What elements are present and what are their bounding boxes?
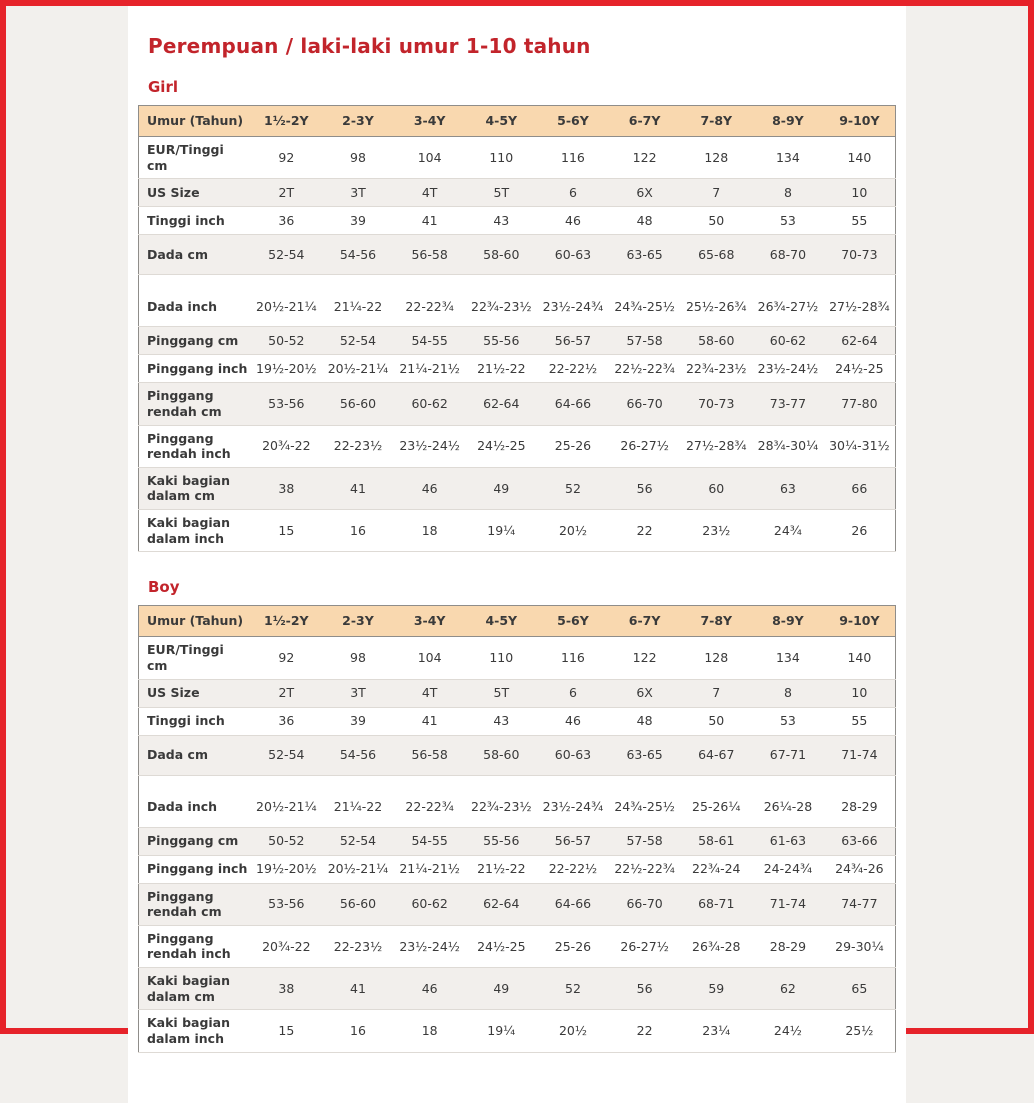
table-row (139, 467, 896, 509)
table-cell: 64-66 (537, 883, 609, 925)
table-cell: 134 (752, 637, 824, 679)
table-cell: 20½-21¼ (251, 275, 323, 327)
table-row (139, 827, 896, 855)
table-cell: 24½ (752, 1010, 824, 1052)
table-cell: 24¾-26 (824, 855, 896, 883)
table-row (139, 137, 896, 179)
table-cell: 122 (609, 137, 681, 179)
table-header-cell: 4-5Y (465, 106, 537, 137)
page-title: Perempuan / laki-laki umur 1-10 tahun (148, 34, 591, 58)
table-row (139, 855, 896, 883)
table-cell: 53-56 (251, 383, 323, 425)
table-cell: 24½-25 (465, 925, 537, 967)
table-header-cell: 2-3Y (322, 606, 394, 637)
row-label-cell: Pinggang inch (139, 855, 251, 883)
row-label-cell: EUR/Tinggi cm (139, 137, 251, 179)
row-label-cell: Dada cm (139, 735, 251, 775)
table-row (139, 383, 896, 425)
table-cell: 22-22½ (537, 355, 609, 383)
table-cell: 71-74 (824, 735, 896, 775)
table-cell: 20½ (537, 510, 609, 552)
table-cell: 54-55 (394, 827, 466, 855)
table-cell: 7 (680, 179, 752, 207)
row-label-cell: Kaki bagian dalam inch (139, 510, 251, 552)
table-header-cell: 1½-2Y (251, 606, 323, 637)
table-cell: 24½-25 (465, 425, 537, 467)
row-label-cell: Dada inch (139, 275, 251, 327)
table-cell: 54-55 (394, 327, 466, 355)
table-cell: 49 (465, 467, 537, 509)
table-cell: 77-80 (824, 383, 896, 425)
table-cell: 7 (680, 679, 752, 707)
table-cell: 22½-22¾ (609, 355, 681, 383)
table-cell: 3T (322, 679, 394, 707)
table-cell: 98 (322, 637, 394, 679)
table-cell: 53 (752, 207, 824, 235)
table-cell: 23½-24½ (752, 355, 824, 383)
table-cell: 48 (609, 207, 681, 235)
table-cell: 58-60 (680, 327, 752, 355)
table-cell: 21½-22 (465, 355, 537, 383)
table-row (139, 355, 896, 383)
section-heading-girl: Girl (148, 78, 178, 96)
table-cell: 20½-21¼ (251, 775, 323, 827)
table-cell: 54-56 (322, 235, 394, 275)
table-cell: 104 (394, 137, 466, 179)
table-cell: 65-68 (680, 235, 752, 275)
table-cell: 66-70 (609, 383, 681, 425)
table-cell: 26¾-28 (680, 925, 752, 967)
row-label-cell: Pinggang cm (139, 327, 251, 355)
table-cell: 71-74 (752, 883, 824, 925)
table-cell: 18 (394, 1010, 466, 1052)
table-cell: 50 (680, 207, 752, 235)
table-header-cell: 1½-2Y (251, 106, 323, 137)
table-cell: 18 (394, 510, 466, 552)
table-cell: 22-23½ (322, 925, 394, 967)
table-cell: 60-62 (394, 883, 466, 925)
table-cell: 5T (465, 179, 537, 207)
table-cell: 62-64 (824, 327, 896, 355)
table-header-cell: 5-6Y (537, 606, 609, 637)
table-cell: 64-66 (537, 383, 609, 425)
table-cell: 28¾-30¼ (752, 425, 824, 467)
table-cell: 23½-24¾ (537, 775, 609, 827)
table-cell: 38 (251, 968, 323, 1010)
table-cell: 53 (752, 707, 824, 735)
header-row (139, 606, 896, 637)
table-cell: 22¾-24 (680, 855, 752, 883)
row-label-cell: Dada inch (139, 775, 251, 827)
table-cell: 22½-22¾ (609, 855, 681, 883)
table-cell: 10 (824, 679, 896, 707)
table-cell: 46 (537, 707, 609, 735)
row-label-cell: Pinggang rendah cm (139, 383, 251, 425)
table-row (139, 327, 896, 355)
table-cell: 4T (394, 679, 466, 707)
table-cell: 52-54 (322, 827, 394, 855)
table-cell: 98 (322, 137, 394, 179)
table-row (139, 735, 896, 775)
row-label-cell: Tinggi inch (139, 707, 251, 735)
table-cell: 24¾-25½ (609, 775, 681, 827)
table-cell: 56-57 (537, 327, 609, 355)
table-cell: 70-73 (824, 235, 896, 275)
table-cell: 60-63 (537, 235, 609, 275)
table-cell: 2T (251, 179, 323, 207)
table-row (139, 679, 896, 707)
table-cell: 74-77 (824, 883, 896, 925)
table-cell: 52 (537, 467, 609, 509)
table-cell: 36 (251, 207, 323, 235)
table-cell: 128 (680, 637, 752, 679)
row-label-cell: US Size (139, 679, 251, 707)
table-cell: 92 (251, 137, 323, 179)
table-cell: 21½-22 (465, 855, 537, 883)
table-cell: 140 (824, 637, 896, 679)
table-cell: 19¼ (465, 1010, 537, 1052)
table-cell: 24¾-25½ (609, 275, 681, 327)
table-header-cell: 8-9Y (752, 606, 824, 637)
table-cell: 62-64 (465, 383, 537, 425)
row-label-cell: Tinggi inch (139, 207, 251, 235)
table-cell: 23½-24½ (394, 425, 466, 467)
table-cell: 134 (752, 137, 824, 179)
table-cell: 55 (824, 707, 896, 735)
table-cell: 16 (322, 510, 394, 552)
table-cell: 8 (752, 179, 824, 207)
table-cell: 41 (394, 707, 466, 735)
table-cell: 73-77 (752, 383, 824, 425)
table-cell: 70-73 (680, 383, 752, 425)
table-cell: 55-56 (465, 327, 537, 355)
table-cell: 28-29 (824, 775, 896, 827)
table-cell: 15 (251, 1010, 323, 1052)
table-cell: 61-63 (752, 827, 824, 855)
table-cell: 110 (465, 137, 537, 179)
table-cell: 22¾-23½ (465, 275, 537, 327)
table-cell: 68-71 (680, 883, 752, 925)
table-cell: 20½-21¼ (322, 355, 394, 383)
table-row (139, 968, 896, 1010)
table-cell: 3T (322, 179, 394, 207)
table-cell: 92 (251, 637, 323, 679)
table-cell: 50-52 (251, 327, 323, 355)
table-header-cell: 2-3Y (322, 106, 394, 137)
table-cell: 27½-28¾ (680, 425, 752, 467)
table-cell: 62-64 (465, 883, 537, 925)
table-cell: 22-22¾ (394, 275, 466, 327)
table-cell: 55-56 (465, 827, 537, 855)
table-cell: 26-27½ (609, 925, 681, 967)
table-cell: 56-60 (322, 883, 394, 925)
table-cell: 50 (680, 707, 752, 735)
table-cell: 19½-20½ (251, 855, 323, 883)
table-cell: 22-22½ (537, 855, 609, 883)
table-cell: 110 (465, 637, 537, 679)
table-cell: 56 (609, 968, 681, 1010)
table-cell: 4T (394, 179, 466, 207)
table-cell: 54-56 (322, 735, 394, 775)
table-cell: 58-60 (465, 235, 537, 275)
table-cell: 66 (824, 467, 896, 509)
table-row (139, 707, 896, 735)
table-row (139, 883, 896, 925)
table-cell: 20½ (537, 1010, 609, 1052)
table-cell: 104 (394, 637, 466, 679)
table-cell: 63-65 (609, 235, 681, 275)
table-cell: 52-54 (322, 327, 394, 355)
table-cell: 15 (251, 510, 323, 552)
table-cell: 38 (251, 467, 323, 509)
table-header-cell: 5-6Y (537, 106, 609, 137)
table-cell: 116 (537, 637, 609, 679)
table-cell: 41 (394, 207, 466, 235)
table-cell: 41 (322, 467, 394, 509)
table-cell: 19½-20½ (251, 355, 323, 383)
table-row (139, 207, 896, 235)
table-row (139, 637, 896, 679)
table-cell: 10 (824, 179, 896, 207)
table-cell: 25-26 (537, 425, 609, 467)
row-label-cell: Kaki bagian dalam cm (139, 968, 251, 1010)
row-label-cell: Pinggang rendah inch (139, 425, 251, 467)
size-table-boy (138, 605, 896, 1052)
table-row (139, 179, 896, 207)
row-label-cell: US Size (139, 179, 251, 207)
row-label-cell: Kaki bagian dalam inch (139, 1010, 251, 1052)
table-cell: 62 (752, 968, 824, 1010)
table-cell: 50-52 (251, 827, 323, 855)
table-cell: 22-22¾ (394, 775, 466, 827)
table-row (139, 235, 896, 275)
table-cell: 30¼-31½ (824, 425, 896, 467)
row-label-cell: Dada cm (139, 235, 251, 275)
table-cell: 57-58 (609, 827, 681, 855)
table-header-cell: 3-4Y (394, 106, 466, 137)
table-cell: 68-70 (752, 235, 824, 275)
table-cell: 20½-21¼ (322, 855, 394, 883)
table-cell: 22¾-23½ (680, 355, 752, 383)
table-cell: 25½-26¾ (680, 275, 752, 327)
table-cell: 116 (537, 137, 609, 179)
table-cell: 39 (322, 207, 394, 235)
table-cell: 5T (465, 679, 537, 707)
table-row (139, 925, 896, 967)
table-cell: 49 (465, 968, 537, 1010)
table-row (139, 275, 896, 327)
table-cell: 21¼-22 (322, 775, 394, 827)
table-cell: 43 (465, 707, 537, 735)
row-label-cell: Pinggang rendah inch (139, 925, 251, 967)
row-label-cell: Pinggang cm (139, 827, 251, 855)
table-cell: 63-66 (824, 827, 896, 855)
section-heading-boy: Boy (148, 578, 180, 597)
row-label-cell: EUR/Tinggi cm (139, 637, 251, 679)
table-cell: 22 (609, 1010, 681, 1052)
table-cell: 63-65 (609, 735, 681, 775)
table-cell: 66-70 (609, 883, 681, 925)
table-cell: 48 (609, 707, 681, 735)
table-cell: 24¾ (752, 510, 824, 552)
table-row (139, 510, 896, 552)
row-label-cell: Kaki bagian dalam cm (139, 467, 251, 509)
table-cell: 21¼-21½ (394, 355, 466, 383)
table-cell: 64-67 (680, 735, 752, 775)
table-cell: 25-26¼ (680, 775, 752, 827)
table-cell: 46 (394, 968, 466, 1010)
table-cell: 36 (251, 707, 323, 735)
table-cell: 6 (537, 679, 609, 707)
table-cell: 22 (609, 510, 681, 552)
table-cell: 23¼ (680, 1010, 752, 1052)
table-cell: 24½-25 (824, 355, 896, 383)
row-label-cell: Pinggang rendah cm (139, 883, 251, 925)
table-cell: 52 (537, 968, 609, 1010)
table-cell: 22¾-23½ (465, 775, 537, 827)
table-cell: 128 (680, 137, 752, 179)
table-cell: 46 (394, 467, 466, 509)
table-cell: 63 (752, 467, 824, 509)
table-cell: 2T (251, 679, 323, 707)
table-row (139, 1010, 896, 1052)
table-cell: 25½ (824, 1010, 896, 1052)
table-cell: 20¾-22 (251, 425, 323, 467)
header-label-cell: Umur (Tahun) (139, 606, 251, 637)
table-cell: 46 (537, 207, 609, 235)
table-cell: 52-54 (251, 235, 323, 275)
table-cell: 25-26 (537, 925, 609, 967)
size-tables-container (138, 78, 896, 1053)
table-cell: 52-54 (251, 735, 323, 775)
header-label-cell: Umur (Tahun) (139, 106, 251, 137)
table-header-cell: 7-8Y (680, 106, 752, 137)
table-header-cell: 9-10Y (824, 106, 896, 137)
table-cell: 16 (322, 1010, 394, 1052)
table-cell: 21¼-21½ (394, 855, 466, 883)
table-cell: 56-58 (394, 735, 466, 775)
table-header-cell: 3-4Y (394, 606, 466, 637)
table-cell: 22-23½ (322, 425, 394, 467)
table-cell: 60-63 (537, 735, 609, 775)
table-cell: 26¾-27½ (752, 275, 824, 327)
table-header-cell: 4-5Y (465, 606, 537, 637)
table-header-cell: 6-7Y (609, 106, 681, 137)
table-cell: 56-60 (322, 383, 394, 425)
header-row (139, 106, 896, 137)
table-cell: 57-58 (609, 327, 681, 355)
table-cell: 122 (609, 637, 681, 679)
table-cell: 60-62 (394, 383, 466, 425)
table-cell: 56-58 (394, 235, 466, 275)
table-header-cell: 9-10Y (824, 606, 896, 637)
table-cell: 60-62 (752, 327, 824, 355)
table-header-cell: 6-7Y (609, 606, 681, 637)
table-cell: 23½ (680, 510, 752, 552)
table-cell: 55 (824, 207, 896, 235)
table-cell: 29-30¼ (824, 925, 896, 967)
table-row (139, 775, 896, 827)
content-area (128, 6, 906, 1103)
table-cell: 56 (609, 467, 681, 509)
table-cell: 23½-24½ (394, 925, 466, 967)
table-cell: 60 (680, 467, 752, 509)
table-cell: 67-71 (752, 735, 824, 775)
table-cell: 43 (465, 207, 537, 235)
table-cell: 20¾-22 (251, 925, 323, 967)
table-cell: 140 (824, 137, 896, 179)
table-cell: 26-27½ (609, 425, 681, 467)
table-cell: 27½-28¾ (824, 275, 896, 327)
table-cell: 39 (322, 707, 394, 735)
table-cell: 23½-24¾ (537, 275, 609, 327)
table-cell: 24-24¾ (752, 855, 824, 883)
table-cell: 28-29 (752, 925, 824, 967)
table-header-cell: 7-8Y (680, 606, 752, 637)
table-cell: 6X (609, 679, 681, 707)
table-cell: 41 (322, 968, 394, 1010)
table-cell: 53-56 (251, 883, 323, 925)
table-cell: 6X (609, 179, 681, 207)
table-cell: 8 (752, 679, 824, 707)
table-cell: 19¼ (465, 510, 537, 552)
table-cell: 6 (537, 179, 609, 207)
table-cell: 65 (824, 968, 896, 1010)
size-table-girl (138, 105, 896, 552)
table-cell: 59 (680, 968, 752, 1010)
table-cell: 56-57 (537, 827, 609, 855)
table-cell: 21¼-22 (322, 275, 394, 327)
table-cell: 58-60 (465, 735, 537, 775)
table-cell: 58-61 (680, 827, 752, 855)
table-row (139, 425, 896, 467)
row-label-cell: Pinggang inch (139, 355, 251, 383)
table-cell: 26 (824, 510, 896, 552)
table-cell: 26¼-28 (752, 775, 824, 827)
table-header-cell: 8-9Y (752, 106, 824, 137)
